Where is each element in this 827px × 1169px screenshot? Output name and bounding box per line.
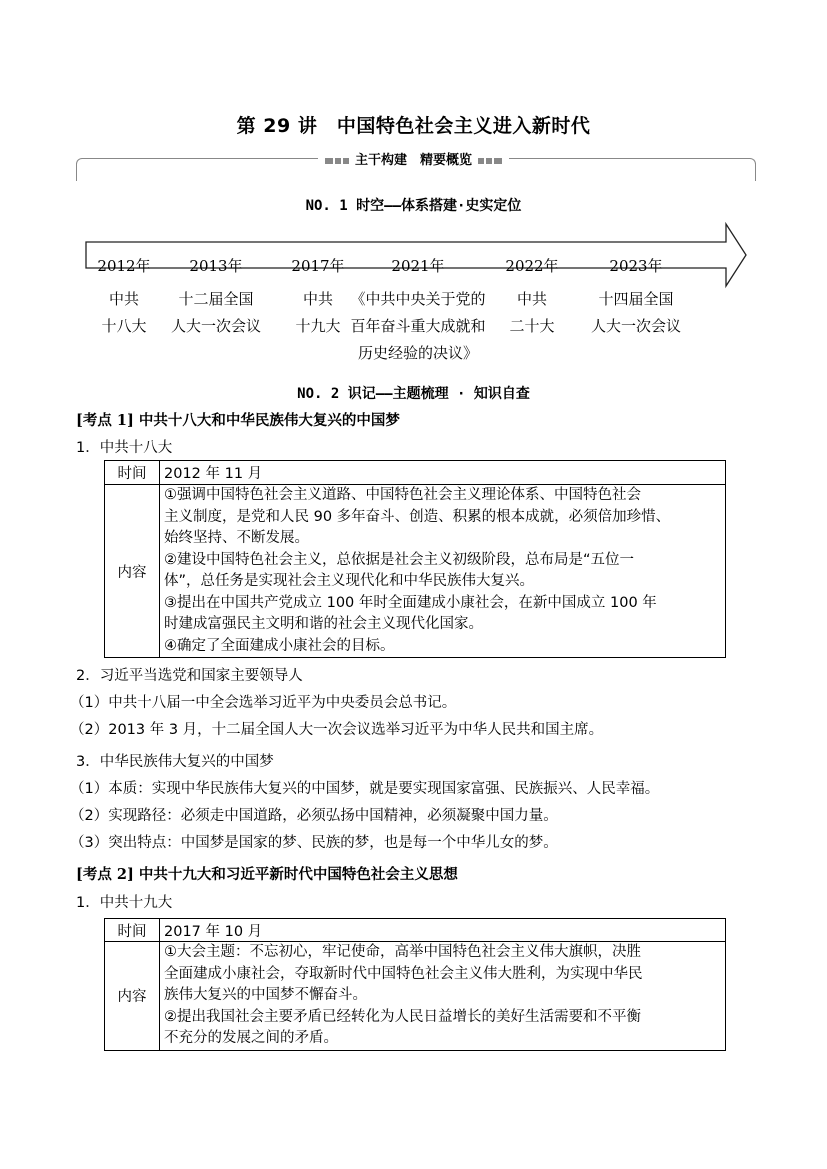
timeline-event-line: 《中共中央关于党的 (350, 290, 486, 308)
timeline-year: 2022年 (505, 257, 559, 275)
page-title: 第 29 讲 中国特色社会主义进入新时代 (236, 115, 591, 137)
time-label: 时间 (105, 461, 160, 485)
section-banner (0, 149, 827, 168)
content-cell (160, 485, 726, 658)
timeline-event-line: 人大一次会议 (590, 317, 681, 335)
content-line: ④确定了全面建成小康社会的目标。 (164, 637, 395, 654)
timeline-year: 2017年 (291, 257, 345, 275)
timeline-event-line: 十二届全国 (178, 290, 254, 308)
timeline-year: 2012年 (97, 257, 151, 275)
time-value: 2012 年 11 月 (160, 461, 726, 485)
kp1-item2-line: （1）中共十八届一中全会选举习近平为中央委员会总书记。 (70, 695, 457, 711)
timeline-event-line: 中共 (302, 290, 333, 308)
content-label: 内容 (105, 942, 160, 1051)
kp1-item2-heading: 2．习近平当选党和国家主要领导人 (76, 668, 303, 684)
content-line: ①大会主题：不忘初心，牢记使命，高举中国特色社会主义伟大旗帜，决胜 (164, 944, 641, 960)
time-value: 2017 年 10 月 (160, 919, 726, 942)
timeline-event-line: 二十大 (509, 317, 555, 335)
kp1-item3-line: （3）突出特点：中国梦是国家的梦、民族的梦，也是每一个中华儿女的梦。 (70, 835, 558, 851)
timeline-event-line: 十九大 (295, 317, 341, 335)
content-line: ①强调中国特色社会主义道路、中国特色社会主义理论体系、中国特色社会 (164, 487, 641, 503)
time-label: 时间 (105, 919, 160, 942)
kp1-item3-line: （2）实现路径：必须走中国道路，必须弘扬中国精神，必须凝聚中国力量。 (70, 808, 558, 824)
content-line: 族伟大复兴的中国梦不懈奋斗。 (164, 987, 367, 1003)
timeline-event-line: 中共 (516, 290, 547, 308)
content-line: 不充分的发展之间的矛盾。 (164, 1030, 338, 1046)
section1-heading: NO. 1 时空——体系搭建·史实定位 (305, 198, 522, 214)
timeline-event-line: 百年奋斗重大成就和 (350, 317, 486, 335)
content-cell (160, 942, 726, 1051)
content-line: 主义制度，是党和人民 90 多年奋斗、创造、积累的根本成就，必须倍加珍惜、 (164, 508, 671, 525)
content-line: ②提出我国社会主要矛盾已经转化为人民日益增长的美好生活需要和不平衡 (164, 1008, 641, 1025)
timeline-year: 2023年 (609, 257, 663, 275)
content-line: ②建设中国特色社会主义，总依据是社会主义初级阶段，总布局是“五位一 (164, 551, 635, 568)
timeline-year: 2013年 (189, 257, 243, 275)
timeline-event-line: 中共 (108, 290, 139, 308)
table-ch19 (104, 918, 726, 1051)
kp1-item3-line: （1）本质：实现中华民族伟大复兴的中国梦，就是要实现国家富强、民族振兴、人民幸福。 (70, 781, 660, 797)
kp1-item3-heading: 3．中华民族伟大复兴的中国梦 (76, 754, 274, 770)
content-line: 时建成富强民主文明和谐的社会主义现代化国家。 (164, 616, 483, 632)
timeline-event-line: 人大一次会议 (170, 317, 261, 335)
content-line: 体”，总任务是实现社会主义现代化和中华民族伟大复兴。 (164, 573, 535, 589)
content-line: 始终坚持、不断发展。 (164, 530, 309, 546)
keypoint2-title: [考点 2] 中共十九大和习近平新时代中国特色社会主义思想 (76, 866, 458, 883)
content-label: 内容 (105, 485, 160, 658)
kp2-item1-heading: 1．中共十九大 (76, 895, 173, 911)
timeline-year: 2021年 (391, 257, 445, 275)
timeline-event-line: 十四届全国 (598, 290, 674, 308)
content-line: ③提出在中国共产党成立 100 年时全面建成小康社会，在新中国成立 100 年 (164, 594, 657, 611)
timeline-event-line: 十八大 (101, 317, 147, 335)
table-ch18 (104, 460, 726, 658)
kp1-item2-line: （2）2013 年 3 月，十二届全国人大一次会议选举习近平为中华人民共和国主席。 (70, 722, 604, 738)
content-line: 全面建成小康社会，夺取新时代中国特色社会主义伟大胜利，为实现中华民 (164, 965, 643, 982)
banner-label: 主干构建 精要概览 (354, 153, 472, 168)
section2-heading: NO. 2 识记——主题梳理 · 知识自查 (297, 386, 530, 402)
timeline-event-line: 历史经验的决议》 (357, 344, 478, 362)
keypoint1-title: [考点 1] 中共十八大和中华民族伟大复兴的中国梦 (76, 412, 400, 429)
timeline-event (556, 286, 716, 340)
kp1-item1-heading: 1．中共十八大 (76, 440, 173, 456)
